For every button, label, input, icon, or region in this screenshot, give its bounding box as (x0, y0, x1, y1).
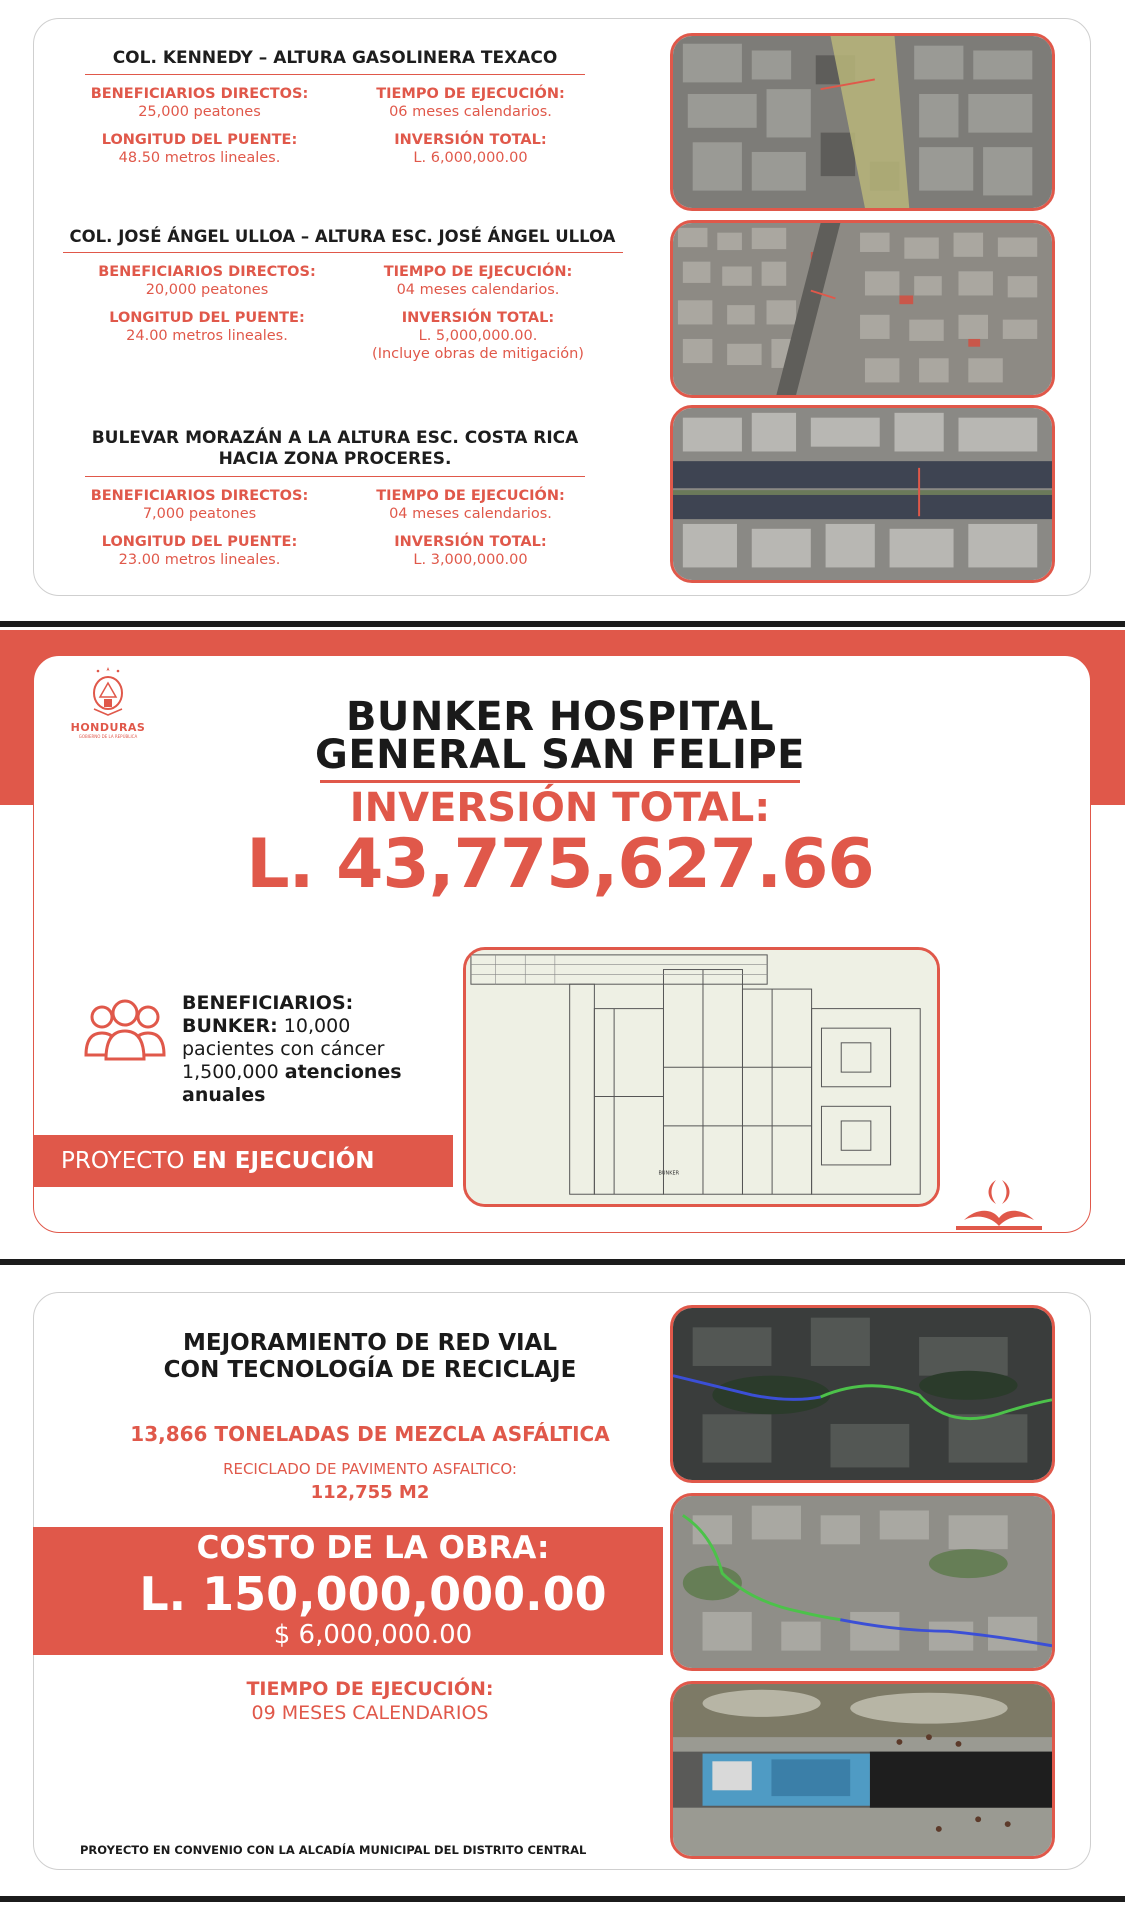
length-value: 48.50 metros lineales. (118, 150, 281, 166)
beneficiaries-label: BENEFICIARIOS: (182, 992, 354, 1014)
beneficiaries-value: 7,000 peatones (142, 506, 257, 522)
bunker-title-line2: GENERAL SAN FELIPE (315, 732, 805, 778)
recycled-value: 112,755 M2 (310, 1482, 430, 1503)
time-label: TIEMPO DE EJECUCIÓN: (376, 86, 565, 102)
beneficiaries-value: 25,000 peatones (138, 104, 261, 120)
panel-divider (0, 621, 1125, 627)
length-value: 23.00 metros lineales. (118, 552, 281, 568)
aerial-photo-jose-angel-ulloa (670, 220, 1055, 398)
tons-text: 13,866 TONELADAS DE MEZCLA ASFÁLTICA (130, 1422, 610, 1446)
investment-value: L. 5,000,000.00. (418, 328, 538, 344)
attentions-label: atenciones anuales (182, 1061, 402, 1106)
aerial-photo-bulevar-morazan (670, 405, 1055, 583)
road-title-line1: MEJORAMIENTO DE RED VIAL (182, 1330, 558, 1356)
satellite-route-map-2 (670, 1493, 1055, 1671)
beneficiaries-value: 20,000 peatones (145, 282, 269, 298)
project-kennedy (20, 48, 650, 177)
footer-note: PROYECTO EN CONVENIO CON LA ALCADÍA MUNICIPAL DEL DISTRITO CENTRAL (80, 1843, 587, 1857)
length-label: LONGITUD DEL PUENTE: (101, 534, 298, 550)
project-status-band (33, 1135, 453, 1187)
beneficiaries-label: BENEFICIARIOS DIRECTOS: (90, 86, 309, 102)
attentions-number: 1,500,000 (182, 1061, 279, 1083)
time-value: 06 meses calendarios. (389, 104, 552, 120)
patients-text: pacientes con cáncer (182, 1038, 385, 1060)
status-value: EN EJECUCIÓN (191, 1148, 375, 1174)
recycled-label: RECICLADO DE PAVIMENTO ASFALTICO: (223, 1460, 517, 1478)
time-label: TIEMPO DE EJECUCIÓN: (376, 488, 565, 504)
investment-label: INVERSIÓN TOTAL: (349, 785, 771, 831)
panel-divider (0, 1259, 1125, 1265)
investment-value: L. 3,000,000.00 (413, 552, 528, 568)
brand-symbol-icon (956, 1178, 1042, 1234)
time-value: 04 meses calendarios. (396, 282, 560, 298)
logo-subtext: GOBIERNO DE LA REPÚBLICA (78, 734, 138, 739)
beneficiaries-label: BENEFICIARIOS DIRECTOS: (98, 264, 316, 280)
project-title-line2: HACIA ZONA PROCERES. (218, 449, 452, 469)
project-jose-angel-ulloa (15, 227, 670, 373)
cost-value: L. 150,000,000.00 (139, 1567, 607, 1621)
bunker-title-line1: BUNKER HOSPITAL (345, 694, 775, 740)
logo-text: HONDURAS (70, 721, 146, 734)
coat-of-arms-icon (86, 665, 130, 717)
length-label: LONGITUD DEL PUENTE: (101, 132, 298, 148)
time-label: TIEMPO DE EJECUCIÓN: (246, 1678, 494, 1700)
road-title (30, 1330, 710, 1384)
investment-label: INVERSIÓN TOTAL: (394, 132, 547, 148)
investment-label: INVERSIÓN TOTAL: (401, 310, 555, 326)
investment-value: L. 6,000,000.00 (413, 150, 528, 166)
beneficiaries-label: BENEFICIARIOS DIRECTOS: (90, 488, 309, 504)
investment-note: (Incluye obras de mitigación) (372, 346, 584, 362)
plan-label: BUNKER (658, 1170, 680, 1177)
status-prefix: PROYECTO (61, 1148, 185, 1174)
project-title (85, 428, 585, 477)
road-works-photo (670, 1681, 1055, 1859)
project-title-line1: BULEVAR MORAZÁN A LA ALTURA ESC. COSTA RICA (91, 428, 579, 448)
people-group-icon (82, 995, 168, 1063)
project-title: COL. JOSÉ ÁNGEL ULLOA – ALTURA ESC. JOSÉ ÁNGEL ULLOA (63, 227, 623, 253)
satellite-route-map-1 (670, 1305, 1055, 1483)
project-bulevar-morazan (20, 428, 650, 579)
road-title-line2: CON TECNOLOGÍA DE RECICLAJE (163, 1357, 577, 1383)
bunker-value: 10,000 (283, 1015, 351, 1037)
bunker-label: BUNKER: (182, 1015, 278, 1037)
beneficiaries-block (182, 992, 442, 1107)
aerial-photo-kennedy (670, 33, 1055, 211)
investment-label: INVERSIÓN TOTAL: (394, 534, 547, 550)
time-value: 04 meses calendarios. (389, 506, 552, 522)
floor-plan-image (463, 947, 940, 1207)
cost-label: COSTO DE LA OBRA: (196, 1530, 550, 1566)
title-underline (320, 780, 800, 783)
time-label: TIEMPO DE EJECUCIÓN: (383, 264, 573, 280)
cost-usd: $ 6,000,000.00 (273, 1620, 473, 1650)
honduras-logo (63, 665, 153, 739)
panel-divider (0, 1896, 1125, 1902)
project-title: COL. KENNEDY – ALTURA GASOLINERA TEXACO (85, 48, 585, 75)
length-value: 24.00 metros lineales. (126, 328, 288, 344)
length-label: LONGITUD DEL PUENTE: (109, 310, 305, 326)
time-value: 09 MESES CALENDARIOS (251, 1702, 489, 1724)
investment-value: L. 43,775,627.66 (246, 825, 874, 904)
